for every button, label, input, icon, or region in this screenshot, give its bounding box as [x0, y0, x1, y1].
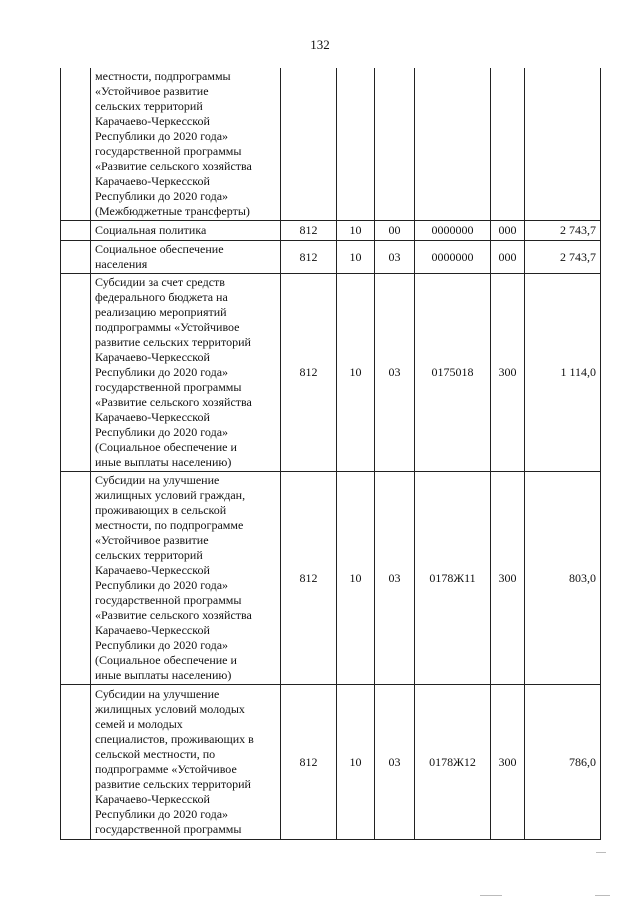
- ved-cell: 812: [281, 221, 337, 241]
- index-cell: [61, 472, 91, 685]
- description-line: жилищных условий граждан,: [95, 488, 246, 502]
- description-line: «Устойчивое развитие: [95, 533, 209, 547]
- description-line: местности, подпрограммы: [95, 69, 231, 83]
- description-line: «Развитие сельского хозяйства: [95, 608, 252, 622]
- description-line: семей и молодых: [95, 717, 183, 731]
- expense-type-cell: 000: [491, 221, 525, 241]
- amount-cell: [525, 68, 601, 221]
- description-line: Социальная политика: [95, 223, 207, 237]
- description-line: развитие сельских территорий: [95, 777, 251, 791]
- target-article-cell: 0178Ж12: [415, 685, 491, 840]
- description-line: реализацию мероприятий: [95, 305, 227, 319]
- amount-cell: 786,0: [525, 685, 601, 840]
- budget-table: [60, 68, 601, 840]
- description-line: сельских территорий: [95, 99, 203, 113]
- description-cell: [91, 685, 281, 840]
- description-line: подпрограммы «Устойчивое: [95, 320, 240, 334]
- subsection-cell: 03: [375, 274, 415, 472]
- description-line: Карачаево-Черкесской: [95, 563, 210, 577]
- description-line: Субсидии на улучшение: [95, 687, 220, 701]
- description-line: Карачаево-Черкесской: [95, 350, 210, 364]
- description-line: Субсидии за счет средств: [95, 275, 225, 289]
- index-cell: [61, 241, 91, 274]
- description-line: Республики до 2020 года»: [95, 189, 229, 203]
- description-line: государственной программы: [95, 593, 242, 607]
- description-line: иные выплаты населению): [95, 668, 232, 682]
- description-line: государственной программы: [95, 380, 242, 394]
- section-cell: 10: [337, 221, 375, 241]
- scan-mark: [595, 895, 610, 896]
- description-line: Карачаево-Черкесской: [95, 114, 210, 128]
- description-line: (Социальное обеспечение и: [95, 653, 237, 667]
- page-number: 132: [310, 37, 330, 52]
- description-line: сельских территорий: [95, 548, 203, 562]
- table-row: [61, 472, 601, 685]
- expense-type-cell: 300: [491, 685, 525, 840]
- description-cell: [91, 221, 281, 241]
- table-row: [61, 221, 601, 241]
- description-line: Республики до 2020 года»: [95, 365, 229, 379]
- scan-mark: [480, 895, 502, 896]
- index-cell: [61, 685, 91, 840]
- description-line: «Устойчивое развитие: [95, 84, 209, 98]
- target-article-cell: 0000000: [415, 221, 491, 241]
- description-line: Карачаево-Черкесской: [95, 623, 210, 637]
- description-line: федерального бюджета на: [95, 290, 228, 304]
- ved-cell: 812: [281, 472, 337, 685]
- target-article-cell: [415, 68, 491, 221]
- description-line: Карачаево-Черкесской: [95, 174, 210, 188]
- subsection-cell: [375, 68, 415, 221]
- expense-type-cell: [491, 68, 525, 221]
- description-line: специалистов, проживающих в: [95, 732, 254, 746]
- description-line: Республики до 2020 года»: [95, 129, 229, 143]
- description-line: Социальное обеспечение: [95, 242, 224, 256]
- description-line: жилищных условий молодых: [95, 702, 245, 716]
- subsection-cell: 03: [375, 241, 415, 274]
- description-line: Карачаево-Черкесской: [95, 792, 210, 806]
- description-line: Республики до 2020 года»: [95, 638, 229, 652]
- expense-type-cell: 000: [491, 241, 525, 274]
- scan-mark: [596, 852, 606, 853]
- expense-type-cell: 300: [491, 472, 525, 685]
- target-article-cell: 0178Ж11: [415, 472, 491, 685]
- table-row: [61, 68, 601, 221]
- description-line: Карачаево-Черкесской: [95, 410, 210, 424]
- ved-cell: 812: [281, 274, 337, 472]
- description-line: государственной программы: [95, 822, 242, 836]
- description-line: Субсидии на улучшение: [95, 473, 220, 487]
- table-row: [61, 685, 601, 840]
- amount-cell: 2 743,7: [525, 241, 601, 274]
- description-line: Республики до 2020 года»: [95, 425, 229, 439]
- description-line: развитие сельских территорий: [95, 335, 251, 349]
- description-cell: [91, 274, 281, 472]
- index-cell: [61, 274, 91, 472]
- expense-type-cell: 300: [491, 274, 525, 472]
- target-article-cell: 0175018: [415, 274, 491, 472]
- description-line: Республики до 2020 года»: [95, 807, 229, 821]
- table-body: [61, 68, 601, 840]
- description-line: иные выплаты населению): [95, 455, 232, 469]
- ved-cell: 812: [281, 685, 337, 840]
- amount-cell: 2 743,7: [525, 221, 601, 241]
- section-cell: 10: [337, 685, 375, 840]
- description-line: (Межбюджетные трансферты): [95, 204, 250, 218]
- amount-cell: 803,0: [525, 472, 601, 685]
- section-cell: 10: [337, 472, 375, 685]
- description-line: (Социальное обеспечение и: [95, 440, 237, 454]
- amount-cell: 1 114,0: [525, 274, 601, 472]
- description-line: государственной программы: [95, 144, 242, 158]
- subsection-cell: 03: [375, 685, 415, 840]
- index-cell: [61, 221, 91, 241]
- section-cell: 10: [337, 274, 375, 472]
- subsection-cell: 03: [375, 472, 415, 685]
- description-line: «Развитие сельского хозяйства: [95, 159, 252, 173]
- description-line: подпрограмме «Устойчивое: [95, 762, 237, 776]
- description-line: «Развитие сельского хозяйства: [95, 395, 252, 409]
- description-line: населения: [95, 257, 148, 271]
- table-row: [61, 241, 601, 274]
- description-cell: [91, 241, 281, 274]
- ved-cell: 812: [281, 241, 337, 274]
- description-line: проживающих в сельской: [95, 503, 227, 517]
- ved-cell: [281, 68, 337, 221]
- section-cell: 10: [337, 241, 375, 274]
- description-cell: [91, 472, 281, 685]
- table-row: [61, 274, 601, 472]
- subsection-cell: 00: [375, 221, 415, 241]
- target-article-cell: 0000000: [415, 241, 491, 274]
- section-cell: [337, 68, 375, 221]
- index-cell: [61, 68, 91, 221]
- description-line: сельской местности, по: [95, 747, 216, 761]
- description-line: местности, по подпрограмме: [95, 518, 244, 532]
- description-line: Республики до 2020 года»: [95, 578, 229, 592]
- description-cell: [91, 68, 281, 221]
